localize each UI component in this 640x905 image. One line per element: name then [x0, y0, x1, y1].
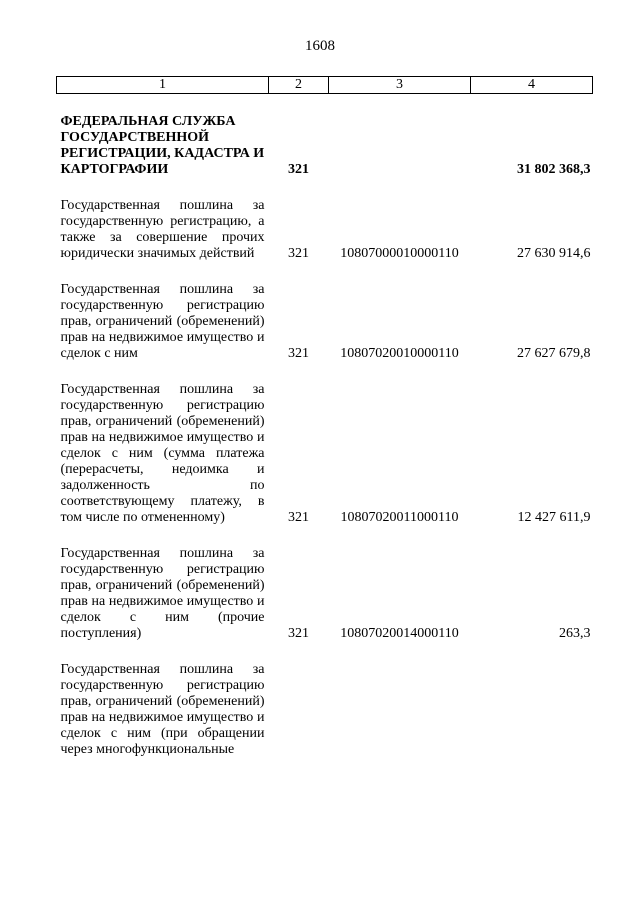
row-code: 321 [288, 346, 309, 361]
row-name: Государственная пошлина за государственную регистрацию прав, ограничений (обременений) прав на недвижимое имущество и сделок с ним (прочие поступления) [60, 546, 265, 641]
row-name: ФЕДЕРАЛЬНАЯ СЛУЖБА ГОСУДАРСТВЕННОЙ РЕГИСТРАЦИИ, КАДАСТРА И КАРТОГРАФИИ [60, 114, 265, 177]
row-kbk: 10807020011000110 [340, 510, 459, 525]
row-code: 321 [288, 510, 309, 525]
row-name: Государственная пошлина за государственную регистрацию прав, ограничений (обременений) прав на недвижимое имущество и сделок с ним (сумма платежа (перерасчеты, недоимка и задолженность по соответствующему платежу, в том числе по отмененному) [60, 382, 265, 525]
row-kbk [329, 662, 471, 758]
row-amount [471, 662, 593, 758]
table-row [57, 198, 593, 262]
row-amount: 27 630 914,6 [517, 246, 591, 261]
row-code [269, 662, 329, 758]
row-name: Государственная пошлина за государственную регистрацию прав, ограничений (обременений) прав на недвижимое имущество и сделок с ним [60, 282, 265, 361]
row-amount: 27 627 679,8 [517, 346, 591, 361]
header-col-2: 2 [269, 77, 329, 94]
table-row [57, 546, 593, 642]
header-col-3: 3 [329, 77, 471, 94]
table-row [57, 114, 593, 178]
table-row [57, 382, 593, 526]
page-number: 1608 [305, 38, 335, 54]
row-kbk: 10807020014000110 [340, 626, 459, 641]
header-col-4: 4 [471, 77, 593, 94]
table-row [57, 662, 593, 758]
row-code: 321 [288, 162, 309, 177]
revenue-table [56, 76, 593, 758]
header-col-1: 1 [57, 77, 269, 94]
row-code: 321 [288, 246, 309, 261]
row-amount: 263,3 [559, 626, 591, 641]
row-kbk: 10807000010000110 [340, 246, 459, 261]
table-row [57, 282, 593, 362]
row-name: Государственная пошлина за государственную регистрацию прав, ограничений (обременений) прав на недвижимое имущество и сделок с ним (при обращении через многофункциональные [60, 662, 265, 757]
row-amount: 31 802 368,3 [517, 162, 591, 177]
row-name: Государственная пошлина за государственную регистрацию, а также за совершение прочих юридически значимых действий [60, 198, 265, 261]
table-header [57, 77, 593, 94]
row-code: 321 [288, 626, 309, 641]
row-kbk [329, 114, 471, 178]
row-amount: 12 427 611,9 [517, 510, 591, 525]
row-kbk: 10807020010000110 [340, 346, 459, 361]
